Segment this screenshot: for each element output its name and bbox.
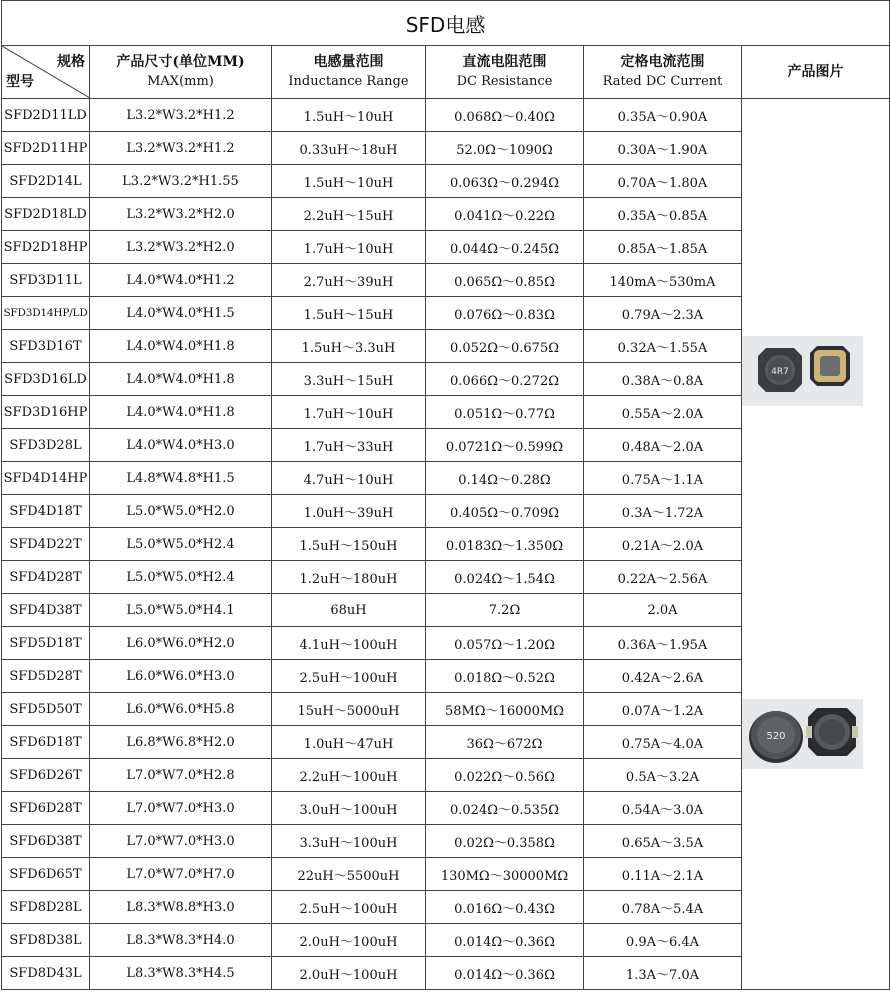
resistance-cell: 0.0721Ω～0.599Ω [426,429,584,462]
model-cell: SFD8D28L [2,891,90,924]
size-cell: L5.0*W5.0*H2.0 [90,495,272,528]
current-cell: 0.21A～2.0A [584,528,742,561]
model-cell: SFD6D18T [2,726,90,759]
resistance-cell: 0.024Ω～0.535Ω [426,792,584,825]
resistance-cell: 0.024Ω～1.54Ω [426,561,584,594]
model-label: 型号 [6,74,34,90]
current-cell: 0.9A～6.4A [584,924,742,957]
inductance-cell: 15uH～5000uH [272,693,426,726]
inductance-cell: 3.0uH～100uH [272,792,426,825]
resistance-cell: 0.022Ω～0.56Ω [426,759,584,792]
inductance-cell: 0.33uH～18uH [272,132,426,165]
model-cell: SFD3D16HP [2,396,90,429]
inductance-cell: 3.3uH～100uH [272,825,426,858]
model-cell: SFD8D43L [2,957,90,990]
inductance-cell: 1.5uH～10uH [272,165,426,198]
current-cell: 0.5A～3.2A [584,759,742,792]
inductance-cell: 3.3uH～15uH [272,363,426,396]
size-cell: L6.0*W6.0*H2.0 [90,627,272,660]
model-cell: SFD2D14L [2,165,90,198]
current-cell: 0.32A～1.55A [584,330,742,363]
size-cell: L7.0*W7.0*H3.0 [90,825,272,858]
size-cell: L6.0*W6.0*H5.8 [90,693,272,726]
resistance-header-cn: 直流电阻范围 [462,54,547,70]
model-cell: SFD6D28T [2,792,90,825]
inductor-photo-large [742,699,863,769]
inductance-cell: 1.7uH～10uH [272,231,426,264]
resistance-cell: 0.052Ω～0.675Ω [426,330,584,363]
resistance-cell: 0.044Ω～0.245Ω [426,231,584,264]
model-cell: SFD5D18T [2,627,90,660]
inductance-cell: 1.5uH～15uH [272,297,426,330]
resistance-cell: 0.057Ω～1.20Ω [426,627,584,660]
current-cell: 0.3A～1.72A [584,495,742,528]
resistance-header-en: DC Resistance [456,74,553,89]
resistance-cell: 0.066Ω～0.272Ω [426,363,584,396]
current-cell: 0.48A～2.0A [584,429,742,462]
current-cell: 0.11A～2.1A [584,858,742,891]
sfd-inductor-table [1,0,890,990]
resistance-cell: 0.041Ω～0.22Ω [426,198,584,231]
size-cell: L4.0*W4.0*H1.8 [90,330,272,363]
inductance-header-cn: 电感量范围 [313,54,384,70]
model-cell: SFD5D28T [2,660,90,693]
model-cell: SFD4D22T [2,528,90,561]
model-cell: SFD6D38T [2,825,90,858]
inductance-cell: 2.5uH～100uH [272,660,426,693]
size-cell: L4.0*W4.0*H1.8 [90,396,272,429]
resistance-cell: 7.2Ω [426,594,584,627]
size-header-en: MAX(mm) [147,74,214,89]
current-cell: 0.79A～2.3A [584,297,742,330]
resistance-cell: 0.051Ω～0.77Ω [426,396,584,429]
inductance-cell: 1.5uH～3.3uH [272,330,426,363]
size-cell: L5.0*W5.0*H4.1 [90,594,272,627]
inductance-cell: 1.7uH～33uH [272,429,426,462]
inductance-cell: 2.2uH～100uH [272,759,426,792]
inductor-marking: 4R7 [771,367,789,377]
model-cell: SFD6D26T [2,759,90,792]
inductance-cell: 1.5uH～150uH [272,528,426,561]
size-cell: L4.0*W4.0*H1.8 [90,363,272,396]
inductor-photo-small [742,336,863,406]
resistance-cell: 0.14Ω～0.28Ω [426,462,584,495]
model-cell: SFD3D16LD [2,363,90,396]
model-cell: SFD8D38L [2,924,90,957]
size-cell: L7.0*W7.0*H2.8 [90,759,272,792]
inductance-header [272,46,426,99]
inductance-cell: 1.0uH～39uH [272,495,426,528]
resistance-cell: 0.016Ω～0.43Ω [426,891,584,924]
current-cell: 0.55A～2.0A [584,396,742,429]
inductance-cell: 22uH～5500uH [272,858,426,891]
inductance-cell: 2.5uH～100uH [272,891,426,924]
current-cell: 0.42A～2.6A [584,660,742,693]
size-cell: L7.0*W7.0*H7.0 [90,858,272,891]
resistance-cell: 0.014Ω～0.36Ω [426,924,584,957]
current-cell: 0.85A～1.85A [584,231,742,264]
resistance-cell: 0.0183Ω～1.350Ω [426,528,584,561]
current-cell: 0.07A～1.2A [584,693,742,726]
model-cell: SFD4D28T [2,561,90,594]
current-cell: 0.78A～5.4A [584,891,742,924]
model-cell: SFD2D11LD [2,99,90,132]
model-cell: SFD3D11L [2,264,90,297]
size-cell: L8.3*W8.3*H4.5 [90,957,272,990]
model-cell: SFD3D28L [2,429,90,462]
resistance-cell: 58MΩ～16000MΩ [426,693,584,726]
inductance-cell: 2.7uH～39uH [272,264,426,297]
image-header: 产品图片 [742,46,890,99]
inductance-cell: 2.0uH～100uH [272,924,426,957]
current-cell: 0.38A～0.8A [584,363,742,396]
current-header-cn: 定格电流范围 [620,54,705,70]
model-cell: SFD3D14HP/LD [2,297,90,330]
model-cell: SFD4D38T [2,594,90,627]
inductance-cell: 1.7uH～10uH [272,396,426,429]
resistance-cell: 0.076Ω～0.83Ω [426,297,584,330]
size-cell: L8.3*W8.8*H3.0 [90,891,272,924]
model-header [2,46,90,99]
current-cell: 0.36A～1.95A [584,627,742,660]
current-header [584,46,742,99]
size-header-cn: 产品尺寸(单位MM) [116,54,245,70]
model-cell: SFD2D11HP [2,132,90,165]
current-cell: 0.35A～0.90A [584,99,742,132]
current-cell: 0.22A～2.56A [584,561,742,594]
size-cell: L4.0*W4.0*H3.0 [90,429,272,462]
table-row [2,99,890,132]
model-cell: SFD2D18LD [2,198,90,231]
current-cell: 0.65A～3.5A [584,825,742,858]
inductance-cell: 2.0uH～100uH [272,957,426,990]
current-cell: 0.35A～0.85A [584,198,742,231]
inductance-cell: 4.1uH～100uH [272,627,426,660]
resistance-cell: 0.405Ω～0.709Ω [426,495,584,528]
model-cell: SFD2D18HP [2,231,90,264]
size-cell: L7.0*W7.0*H3.0 [90,792,272,825]
resistance-cell: 130MΩ～30000MΩ [426,858,584,891]
current-cell: 0.30A～1.90A [584,132,742,165]
resistance-cell: 0.02Ω～0.358Ω [426,825,584,858]
current-cell: 0.75A～4.0A [584,726,742,759]
current-header-en: Rated DC Current [602,74,723,89]
table-title: SFD电感 [2,1,890,46]
size-header [90,46,272,99]
resistance-cell: 0.065Ω～0.85Ω [426,264,584,297]
resistance-cell: 52.0Ω～1090Ω [426,132,584,165]
size-cell: L3.2*W3.2*H1.55 [90,165,272,198]
model-cell: SFD6D65T [2,858,90,891]
current-cell: 0.70A～1.80A [584,165,742,198]
size-cell: L6.8*W6.8*H2.0 [90,726,272,759]
size-cell: L4.0*W4.0*H1.5 [90,297,272,330]
resistance-header [426,46,584,99]
product-image-cell [742,99,890,990]
spec-label: 规格 [57,54,85,70]
current-cell: 2.0A [584,594,742,627]
size-cell: L4.8*W4.8*H1.5 [90,462,272,495]
current-cell: 1.3A～7.0A [584,957,742,990]
model-cell: SFD4D18T [2,495,90,528]
resistance-cell: 0.018Ω～0.52Ω [426,660,584,693]
inductance-header-en: Inductance Range [288,74,409,89]
current-cell: 140mA～530mA [584,264,742,297]
size-cell: L3.2*W3.2*H2.0 [90,198,272,231]
inductance-cell: 4.7uH～10uH [272,462,426,495]
size-cell: L3.2*W3.2*H1.2 [90,99,272,132]
inductance-cell: 1.2uH～180uH [272,561,426,594]
inductance-cell: 1.5uH～10uH [272,99,426,132]
size-cell: L3.2*W3.2*H2.0 [90,231,272,264]
resistance-cell: 36Ω～672Ω [426,726,584,759]
resistance-cell: 0.063Ω～0.294Ω [426,165,584,198]
size-cell: L3.2*W3.2*H1.2 [90,132,272,165]
inductor-marking: 520 [766,731,786,742]
size-cell: L4.0*W4.0*H1.2 [90,264,272,297]
current-cell: 0.54A～3.0A [584,792,742,825]
size-cell: L5.0*W5.0*H2.4 [90,561,272,594]
model-cell: SFD3D16T [2,330,90,363]
model-cell: SFD5D50T [2,693,90,726]
size-cell: L6.0*W6.0*H3.0 [90,660,272,693]
size-cell: L5.0*W5.0*H2.4 [90,528,272,561]
model-cell: SFD4D14HP [2,462,90,495]
inductance-cell: 68uH [272,594,426,627]
resistance-cell: 0.068Ω～0.40Ω [426,99,584,132]
size-cell: L8.3*W8.3*H4.0 [90,924,272,957]
inductance-cell: 2.2uH～15uH [272,198,426,231]
current-cell: 0.75A～1.1A [584,462,742,495]
inductance-cell: 1.0uH～47uH [272,726,426,759]
resistance-cell: 0.014Ω～0.36Ω [426,957,584,990]
